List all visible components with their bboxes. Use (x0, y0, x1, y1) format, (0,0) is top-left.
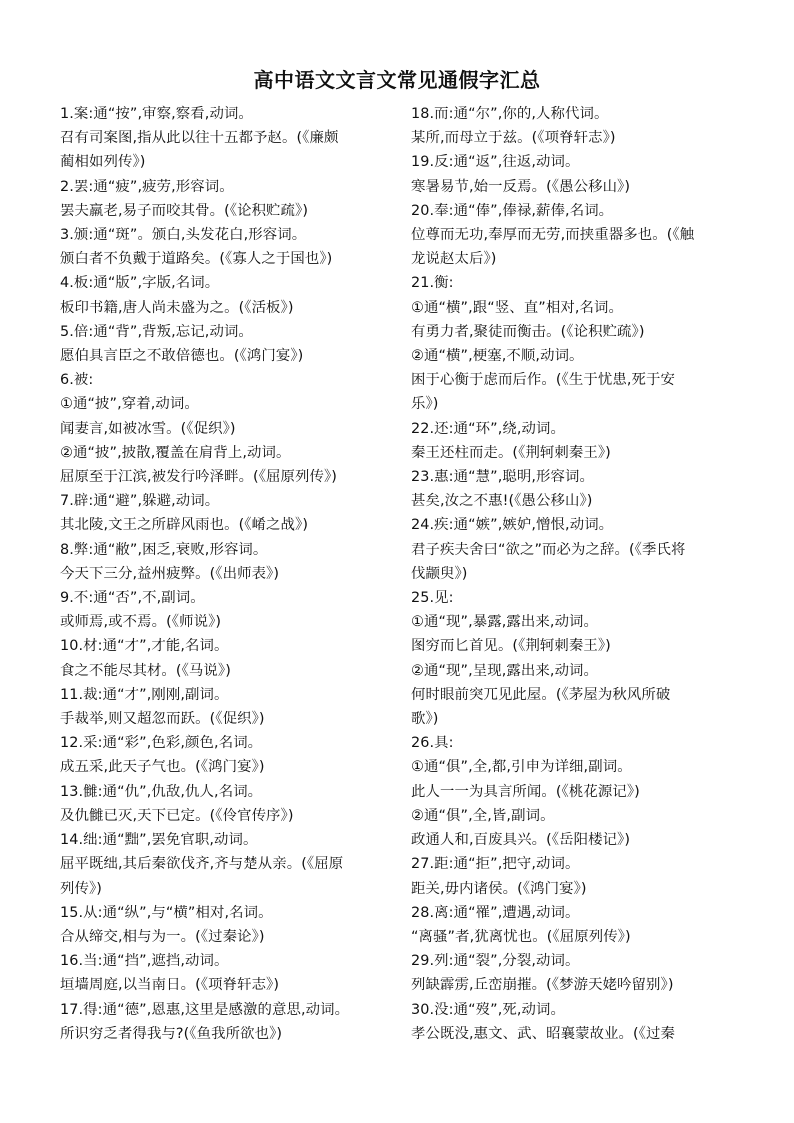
text-line: 15.从:通“纵”,与“横”相对,名词。 (60, 904, 273, 921)
text-line: 4.板:通“版”,字版,名词。 (60, 275, 220, 292)
text-line: 9.不:通“否”,不,副词。 (60, 590, 205, 607)
text-line: 及仇雠已灭,天下已定。(《伶官传序》) (60, 807, 294, 824)
text-line: 蔺相如列传》) (60, 154, 146, 171)
text-line: 板印书籍,唐人尚未盛为之。(《活板》) (60, 299, 294, 316)
text-line: 何时眼前突兀见此屋。(《茅屋为秋风所破 (411, 686, 671, 703)
text-line: 21.衡: (411, 275, 454, 292)
text-line: 20.奉:通“俸”,俸禄,薪俸,名词。 (411, 202, 614, 219)
text-line: 所识穷乏者得我与?(《鱼我所欲也》) (60, 1025, 283, 1042)
text-line: 乐》) (411, 396, 439, 413)
text-line: 有勇力者,聚徒而衡击。(《论积贮疏》) (411, 323, 645, 340)
text-line: 1.案:通“按”,审察,察看,动词。 (60, 106, 253, 122)
text-line: ②通“披”,披散,覆盖在肩背上,动词。 (60, 444, 291, 461)
text-line: 图穷而匕首见。(《荆轲刺秦王》) (411, 638, 611, 655)
text-line: 25.见: (411, 590, 454, 607)
text-line: 12.采:通“彩”,色彩,颜色,名词。 (60, 735, 263, 752)
text-line: 龙说赵太后》) (411, 251, 497, 268)
text-line: 或师焉,或不焉。(《师说》) (60, 614, 222, 631)
text-line: 成五采,此天子气也。(《鸿门宴》) (60, 759, 265, 776)
text-line: 今天下三分,益州疲弊。(《出师表》) (60, 565, 280, 582)
text-line: 颁白者不负戴于道路矣。(《寡人之于国也》) (60, 251, 333, 268)
text-line: 6.被: (60, 372, 94, 389)
page-title: 高中语文文言文常见通假字汇总 (253, 68, 541, 92)
text-line: 寒暑易节,始一反焉。(《愚公移山》) (411, 178, 631, 195)
text-line: 2.罢:通“疲”,疲劳,形容词。 (60, 178, 234, 195)
text-line: 3.颁:通“斑”。颁白,头发花白,形容词。 (60, 227, 307, 244)
text-line: 位尊而无功,奉厚而无劳,而挟重器多也。(《触 (411, 227, 695, 244)
text-line: ②通“现”,呈现,露出来,动词。 (411, 662, 599, 679)
text-line: 13.雠:通“仇”,仇敌,仇人,名词。 (60, 783, 263, 800)
text-line: 歌》) (411, 711, 439, 728)
text-line: 某所,而母立于兹。(《项脊轩志》) (411, 130, 616, 147)
text-line: ①通“俱”,全,都,引申为详细,副词。 (411, 759, 632, 776)
text-line: 列缺霹雳,丘峦崩摧。(《梦游天姥吟留别》) (411, 977, 674, 994)
text-line: 困于心衡于虑而后作。(《生于忧患,死于安 (411, 372, 676, 389)
text-line: 其北陵,文王之所辟风雨也。(《崤之战》) (60, 517, 309, 534)
text-line: 合从缔交,相与为一。(《过秦论》) (60, 928, 265, 945)
text-line: 14.绌:通“黜”,罢免官职,动词。 (60, 832, 258, 849)
text-line: 27.距:通“拒”,把守,动词。 (411, 856, 580, 873)
text-line: 26.具: (411, 735, 454, 752)
text-line: 闻妻言,如被冰雪。(《促织》) (60, 420, 236, 437)
text-line: ②通“俱”,全,皆,副词。 (411, 807, 555, 824)
text-line: 愿伯具言臣之不敢倍德也。(《鸿门宴》) (60, 348, 304, 365)
text-line: 30.没:通“歿”,死,动词。 (411, 1001, 566, 1018)
text-line: ②通“横”,梗塞,不顺,动词。 (411, 348, 584, 365)
text-line: 列传》) (60, 880, 102, 897)
text-line: “离骚”者,犹离忧也。(《屈原列传》) (411, 928, 631, 945)
text-line: 手裁举,则又超忽而跃。(《促织》) (60, 711, 265, 728)
right-column (411, 102, 743, 1046)
text-line: 甚矣,汝之不惠!(《愚公移山》) (411, 493, 593, 510)
text-line: 10.材:通“才”,才能,名词。 (60, 638, 229, 655)
text-line: 政通人和,百废具兴。(《岳阳楼记》) (411, 832, 631, 849)
text-line: ①通“横”,跟“竖、直”相对,名词。 (411, 299, 623, 316)
text-line: 22.还:通“环”,绕,动词。 (411, 420, 566, 437)
text-line: 此人一一为具言所闻。(《桃花源记》) (411, 783, 640, 800)
text-line: 屈平既绌,其后秦欲伐齐,齐与楚从亲。(《屈原 (60, 856, 344, 873)
text-line: 17.得:通“德”,恩惠,这里是感激的意思,动词。 (60, 1001, 350, 1018)
text-line: 16.当:通“挡”,遮挡,动词。 (60, 953, 229, 970)
text-line: 11.裁:通“才”,刚刚,副词。 (60, 686, 229, 703)
text-line: 孝公既没,惠文、武、昭襄蒙故业。(《过秦 (411, 1025, 676, 1042)
text-line: 24.疾:通“嫉”,嫉妒,憎恨,动词。 (411, 517, 614, 534)
text-line: 屈原至于江滨,被发行吟泽畔。(《屈原列传》) (60, 469, 338, 486)
text-line: 18.而:通“尔”,你的,人称代词。 (411, 106, 609, 122)
text-line: 伐颛臾》) (411, 565, 468, 582)
text-line: 罢夫羸老,易子而咬其骨。(《论积贮疏》) (60, 202, 309, 219)
text-line: 29.列:通“裂”,分裂,动词。 (411, 953, 580, 970)
text-line: ①通“披”,穿着,动词。 (60, 396, 199, 413)
text-line: 距关,毋内诸侯。(《鸿门宴》) (411, 880, 587, 897)
text-line: 8.弊:通“敝”,困乏,衰败,形容词。 (60, 541, 268, 558)
text-line: 君子疾夫舍曰“欲之”而必为之辞。(《季氏将 (411, 541, 686, 558)
text-line: 28.离:通“罹”,遭遇,动词。 (411, 904, 580, 921)
text-line: 秦王还柱而走。(《荆轲刺秦王》) (411, 444, 611, 461)
text-line: 19.反:通“返”,往返,动词。 (411, 154, 580, 171)
text-line: 7.辟:通“避”,躲避,动词。 (60, 493, 220, 510)
text-line: 23.惠:通“慧”,聪明,形容词。 (411, 469, 595, 486)
text-line: ①通“现”,暴露,露出来,动词。 (411, 614, 599, 631)
left-column (60, 102, 392, 1046)
text-line: 食之不能尽其材。(《马说》) (60, 662, 231, 679)
text-line: 5.倍:通“背”,背叛,忘记,动词。 (60, 323, 253, 340)
text-line: 垣墙周庭,以当南日。(《项脊轩志》) (60, 977, 280, 994)
text-line: 召有司案图,指从此以往十五都予赵。(《廉颇 (60, 130, 339, 147)
